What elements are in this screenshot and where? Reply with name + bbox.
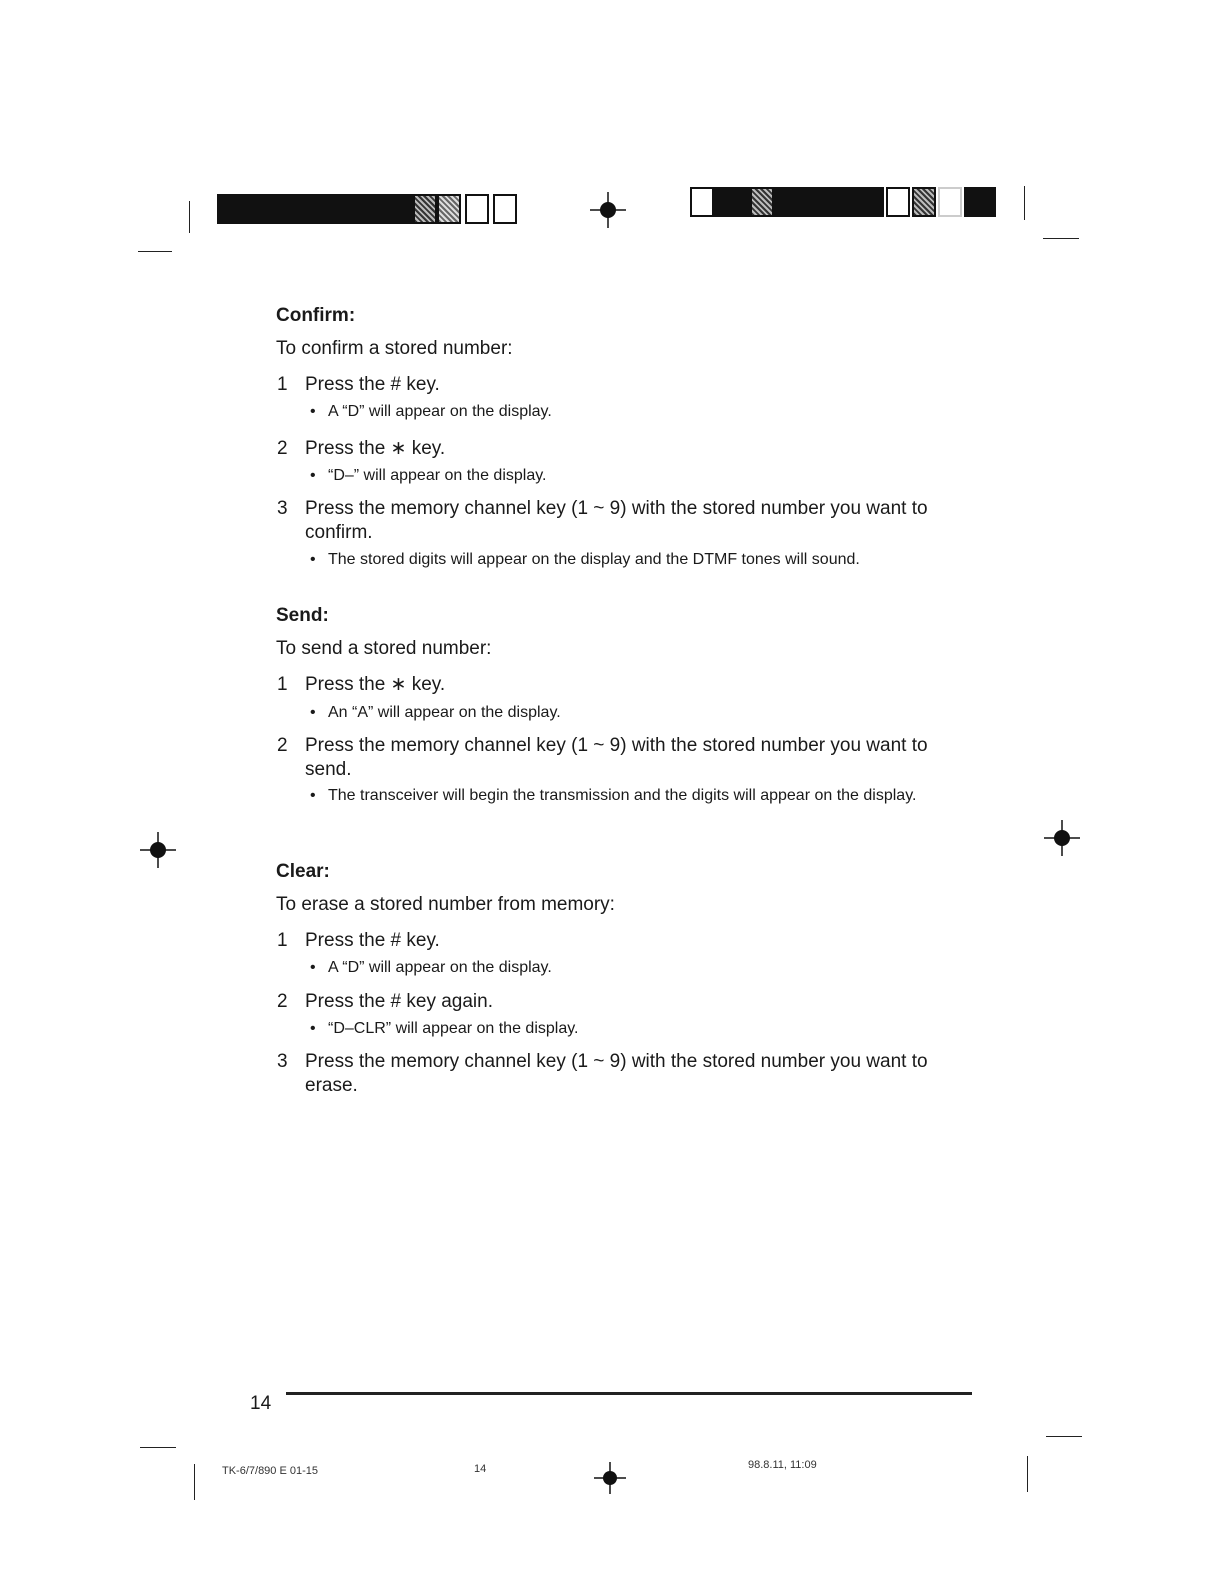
registration-target-icon: [588, 190, 628, 230]
step-number: 1: [277, 374, 288, 395]
registration-bar-right: [690, 187, 996, 217]
step-text: Press the # key again.: [305, 991, 493, 1012]
bullet-text: The stored digits will appear on the display and the DTMF tones will sound.: [328, 551, 860, 568]
bullet-icon: •: [310, 787, 316, 804]
bullet-icon: •: [310, 403, 316, 420]
registration-target-icon: [138, 830, 178, 870]
step-number: 3: [277, 498, 288, 519]
step-text: Press the # key.: [305, 374, 440, 395]
bullet-icon: •: [310, 467, 316, 484]
registration-target-icon: [1042, 818, 1082, 858]
step-number: 1: [277, 674, 288, 695]
crop-mark: [1046, 1436, 1082, 1437]
section-intro: To confirm a stored number:: [276, 338, 513, 359]
step-text: Press the memory channel key (1 ~ 9) with the stored number you want to send.: [305, 735, 928, 780]
step-number: 2: [277, 991, 288, 1012]
crop-mark: [194, 1464, 195, 1500]
bullet-text: A “D” will appear on the display.: [328, 959, 552, 976]
step-text: Press the # key.: [305, 930, 440, 951]
step-number: 1: [277, 930, 288, 951]
section-heading-send: Send:: [276, 605, 329, 626]
step-number: 2: [277, 735, 288, 756]
bullet-text: A “D” will appear on the display.: [328, 403, 552, 420]
print-slug-job: TK-6/7/890 E 01-15: [222, 1465, 319, 1477]
step-text: Press the memory channel key (1 ~ 9) with the stored number you want to erase.: [305, 1051, 928, 1096]
crop-mark: [189, 201, 190, 233]
step-text: Press the ∗ key.: [305, 674, 446, 695]
step-number: 3: [277, 1051, 288, 1072]
crop-mark: [1024, 186, 1025, 220]
bullet-icon: •: [310, 704, 316, 721]
crop-mark: [1043, 238, 1079, 239]
bullet-text: An “A” will appear on the display.: [328, 704, 561, 721]
step-number: 2: [277, 438, 288, 459]
footer-rule: [286, 1392, 972, 1395]
section-heading-confirm: Confirm:: [276, 305, 356, 326]
registration-target-icon: [592, 1460, 628, 1496]
print-slug-date: 98.8.11, 11:09: [748, 1459, 817, 1471]
crop-mark: [140, 1447, 176, 1448]
print-slug-page: 14: [474, 1463, 487, 1475]
crop-mark: [1027, 1456, 1028, 1492]
bullet-icon: •: [310, 959, 316, 976]
bullet-icon: •: [310, 551, 316, 568]
step-text: Press the memory channel key (1 ~ 9) with the stored number you want to confirm.: [305, 498, 928, 543]
crop-mark: [138, 251, 172, 252]
section-intro: To send a stored number:: [276, 638, 492, 659]
bullet-icon: •: [310, 1020, 316, 1037]
bullet-text: “D–” will appear on the display.: [328, 467, 547, 484]
step-text: Press the ∗ key.: [305, 438, 446, 459]
page-number: 14: [250, 1393, 272, 1414]
section-heading-clear: Clear:: [276, 861, 330, 882]
section-intro: To erase a stored number from memory:: [276, 894, 615, 915]
bullet-text: “D–CLR” will appear on the display.: [328, 1020, 579, 1037]
registration-bar-left: [217, 194, 521, 224]
bullet-text: The transceiver will begin the transmission and the digits will appear on the display.: [328, 787, 917, 804]
